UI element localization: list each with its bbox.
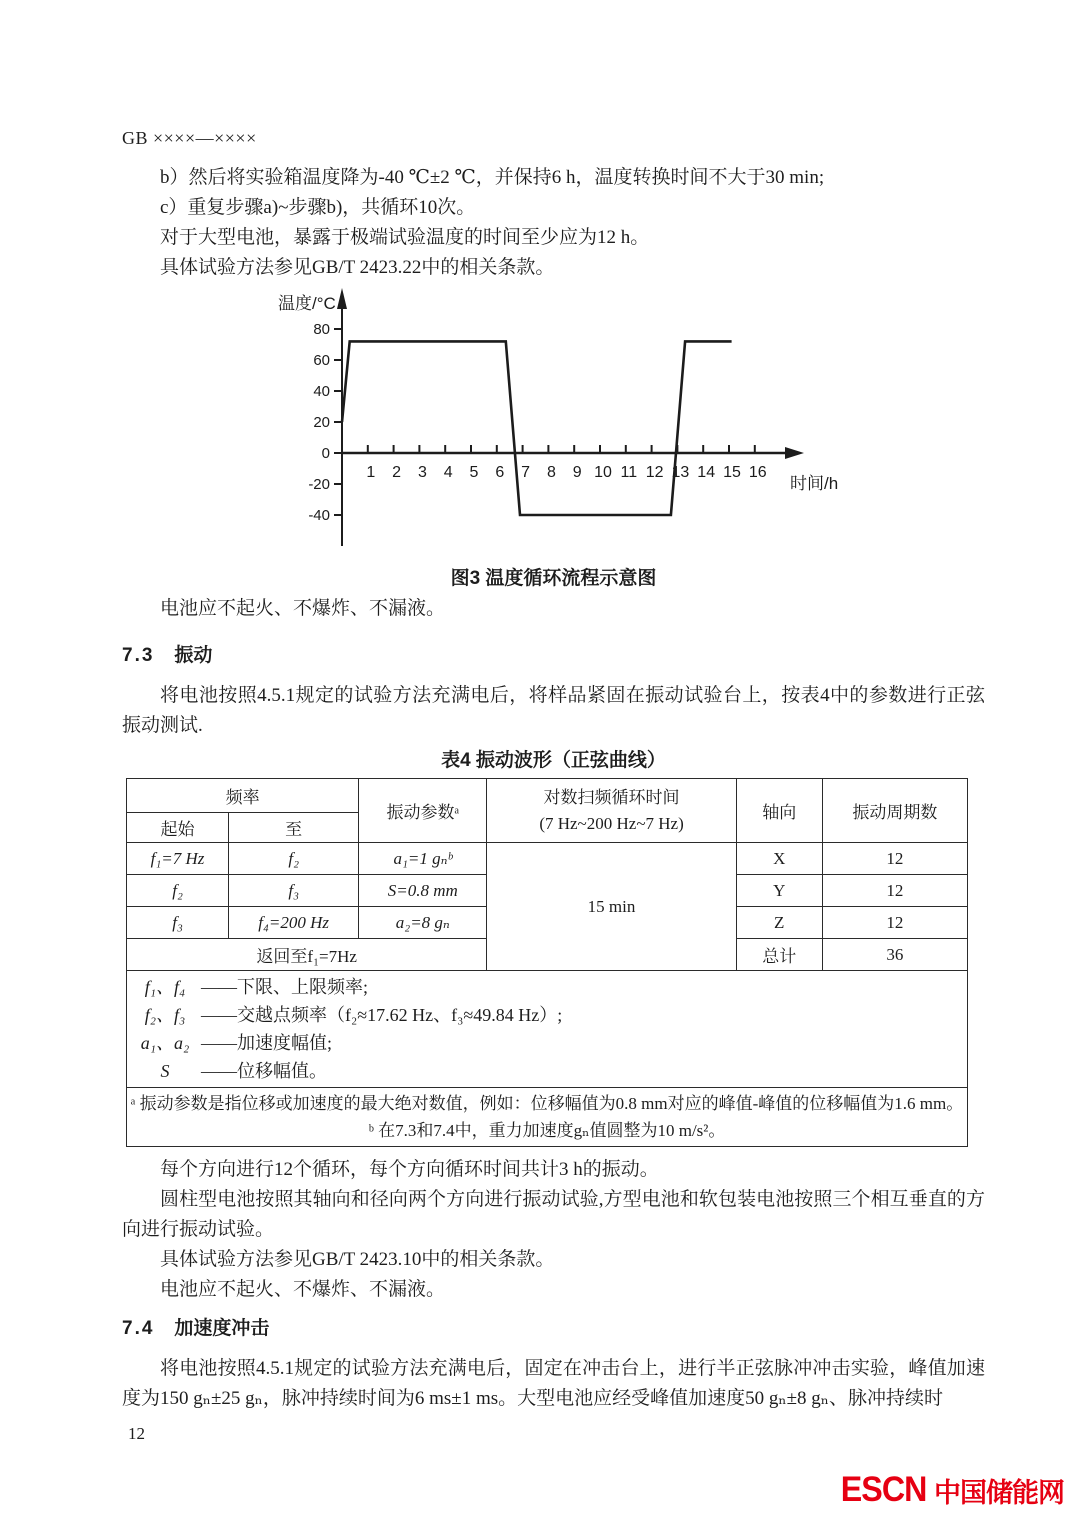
table4-header-to: 至 bbox=[229, 813, 359, 843]
table-row bbox=[127, 843, 968, 875]
cell-f2-start: f₂ bbox=[127, 875, 229, 907]
cell-cycles-z: 12 bbox=[822, 907, 967, 939]
legend-line-a1a2 bbox=[129, 1029, 965, 1057]
svg-text:3: 3 bbox=[417, 464, 427, 481]
section-7-4-heading bbox=[122, 1313, 985, 1340]
after-figure-requirement: 电池应不起火、不爆炸、不漏液。 bbox=[160, 598, 446, 619]
svg-text:2: 2 bbox=[392, 464, 402, 481]
svg-text:10: 10 bbox=[594, 464, 612, 481]
legend-desc: ——交越点频率（f₂≈17.62 Hz、f₃≈49.84 Hz）; bbox=[201, 1005, 563, 1025]
legend-line-f1f4 bbox=[129, 973, 965, 1001]
escn-logo-latin: ESCN bbox=[840, 1470, 927, 1509]
cell-f3-param: a₂=8 gₙ bbox=[359, 907, 487, 939]
table-legend-row bbox=[127, 971, 968, 1088]
table4-header-start: 起始 bbox=[127, 813, 229, 843]
table4-header-axis: 轴向 bbox=[736, 779, 822, 843]
section-7-4-title: 加速度冲击 bbox=[174, 1318, 270, 1339]
legend-desc: ——加速度幅值; bbox=[201, 1033, 333, 1053]
cell-total-label: 总计 bbox=[736, 939, 822, 971]
intro-large-battery: 对于大型电池，暴露于极端试验温度的时间至少应为12 h。 bbox=[160, 227, 650, 248]
legend-desc: ——下限、上限频率; bbox=[201, 977, 369, 997]
svg-text:9: 9 bbox=[572, 464, 582, 481]
svg-text:时间/h: 时间/h bbox=[790, 474, 839, 493]
cell-f3-to: f₄=200 Hz bbox=[229, 907, 359, 939]
standard-code: GB ××××—×××× bbox=[122, 128, 257, 148]
svg-text:14: 14 bbox=[697, 464, 716, 481]
intro-step-c: c）重复步骤a)~步骤b)，共循环10次。 bbox=[160, 197, 476, 218]
svg-text:11: 11 bbox=[620, 464, 638, 481]
escn-logo-chinese: 中国储能网 bbox=[934, 1477, 1064, 1508]
section-7-3-title: 振动 bbox=[174, 645, 213, 666]
cell-f3-start: f₃ bbox=[127, 907, 229, 939]
figure3-caption: 图3 温度循环流程示意图 bbox=[450, 568, 657, 589]
cell-f2-to: f₃ bbox=[229, 875, 359, 907]
svg-text:7: 7 bbox=[521, 464, 531, 481]
section-7-3-heading bbox=[122, 640, 985, 667]
svg-text:-20: -20 bbox=[308, 476, 330, 493]
figure3-chart-area bbox=[122, 283, 985, 551]
intro-step-b: b）然后将实验箱温度降为-40 ℃±2 ℃，并保持6 h，温度转换时间不大于30 min; bbox=[160, 167, 825, 188]
svg-text:13: 13 bbox=[671, 464, 690, 481]
table4-header-param: 振动参数ᵃ bbox=[359, 779, 487, 843]
after-table-method-ref: 具体试验方法参见GB/T 2423.10中的相关条款。 bbox=[160, 1249, 555, 1270]
table4-header-sweep-line1: 对数扫频循环时间 bbox=[543, 787, 680, 807]
legend-desc: ——位移幅值。 bbox=[201, 1061, 327, 1081]
svg-text:20: 20 bbox=[313, 414, 330, 431]
temperature-cycle-chart bbox=[272, 283, 912, 551]
cell-cycles-x: 12 bbox=[822, 843, 967, 875]
svg-text:80: 80 bbox=[313, 321, 330, 338]
section-7-4-number: 7.4 bbox=[122, 1318, 155, 1339]
after-table-directions: 圆柱型电池按照其轴向和径向两个方向进行振动试验,方型电池和软包装电池按照三个相互垂直的方向进行振动试验。 bbox=[122, 1189, 985, 1240]
table4-header-frequency: 频率 bbox=[127, 779, 359, 813]
escn-logo bbox=[837, 1470, 1064, 1510]
legend-term: S bbox=[160, 1061, 170, 1081]
cell-f1-start: f₁=7 Hz bbox=[127, 843, 229, 875]
table4-footnotes bbox=[127, 1088, 968, 1147]
svg-text:温度/°C: 温度/°C bbox=[278, 294, 336, 313]
svg-text:12: 12 bbox=[645, 464, 664, 481]
legend-line-f2f3 bbox=[129, 1001, 965, 1029]
legend-term: a₁、a₂ bbox=[140, 1033, 190, 1053]
svg-text:40: 40 bbox=[313, 383, 330, 400]
table-footnote-row bbox=[127, 1088, 968, 1147]
intro-method-ref: 具体试验方法参见GB/T 2423.22中的相关条款。 bbox=[160, 257, 555, 278]
cell-total-cycles: 36 bbox=[822, 939, 967, 971]
table4-header-sweep bbox=[487, 779, 736, 843]
svg-text:16: 16 bbox=[748, 464, 767, 481]
legend-line-s bbox=[129, 1057, 965, 1085]
table4-title: 表4 振动波形（正弦曲线） bbox=[441, 750, 666, 771]
svg-text:15: 15 bbox=[723, 464, 741, 481]
section-7-3-number: 7.3 bbox=[122, 645, 155, 666]
table4-header-sweep-line2: (7 Hz~200 Hz~7 Hz) bbox=[539, 813, 684, 833]
cell-sweep-time: 15 min bbox=[487, 843, 736, 971]
after-table-requirement: 电池应不起火、不爆炸、不漏液。 bbox=[160, 1279, 446, 1300]
section-7-3-intro: 将电池按照4.5.1规定的试验方法充满电后，将样品紧固在振动试验台上，按表4中的参数进行正弦振动测试. bbox=[122, 685, 985, 736]
cell-return: 返回至f₁=7Hz bbox=[127, 939, 487, 971]
cell-axis-y: Y bbox=[736, 875, 822, 907]
svg-text:8: 8 bbox=[546, 464, 556, 481]
table4-header-cycles: 振动周期数 bbox=[822, 779, 967, 843]
footnote-a: ᵃ 振动参数是指位移或加速度的最大绝对数值，例如：位移幅值为0.8 mm对应的峰值-峰值的位移幅值为1.6 mm。 bbox=[130, 1094, 964, 1113]
svg-text:1: 1 bbox=[366, 464, 376, 481]
svg-text:-40: -40 bbox=[308, 507, 330, 524]
table4-legend bbox=[127, 971, 968, 1088]
section-7-4-intro: 将电池按照4.5.1规定的试验方法充满电后，固定在冲击台上，进行半正弦脉冲冲击实验，峰值加速度为150 gₙ±25 gₙ，脉冲持续时间为6 ms±1 ms。大型电池应经受峰值加速度50 gₙ±8 gₙ、脉冲持续时 bbox=[122, 1358, 985, 1409]
legend-term: f₂、f₃ bbox=[144, 1005, 186, 1025]
after-table-cycles: 每个方向进行12个循环，每个方向循环时间共计3 h的振动。 bbox=[160, 1159, 659, 1180]
cell-axis-z: Z bbox=[736, 907, 822, 939]
cell-f1-param: a₁=1 gₙᵇ bbox=[359, 843, 487, 875]
cell-f2-param: S=0.8 mm bbox=[359, 875, 487, 907]
footnote-b: ᵇ 在7.3和7.4中，重力加速度gₙ值圆整为10 m/s²。 bbox=[368, 1121, 726, 1140]
svg-text:0: 0 bbox=[321, 445, 330, 462]
svg-text:60: 60 bbox=[313, 352, 330, 369]
legend-term: f₁、f₄ bbox=[144, 977, 186, 997]
cell-f1-to: f₂ bbox=[229, 843, 359, 875]
cell-axis-x: X bbox=[736, 843, 822, 875]
cell-cycles-y: 12 bbox=[822, 875, 967, 907]
svg-text:4: 4 bbox=[443, 464, 453, 481]
svg-text:6: 6 bbox=[495, 464, 505, 481]
page-number: 12 bbox=[128, 1424, 145, 1443]
svg-text:5: 5 bbox=[469, 464, 479, 481]
table4-vibration-waveform bbox=[126, 778, 968, 1147]
